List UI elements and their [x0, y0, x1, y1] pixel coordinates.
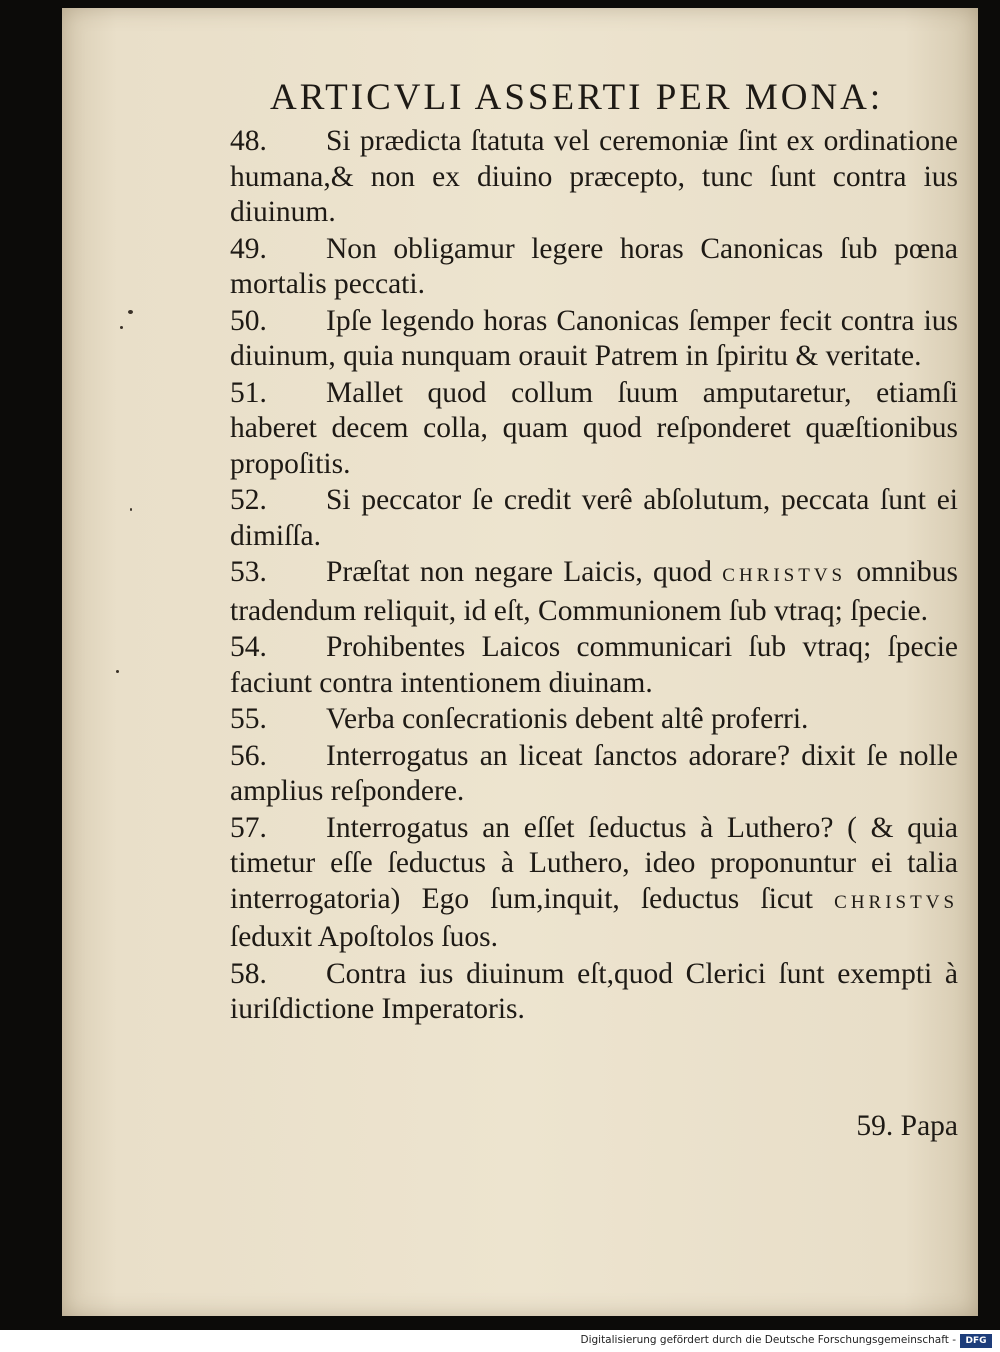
article-56	[230, 739, 958, 810]
article-text: ſeduxit Apoſtolos ſuos.	[230, 921, 498, 953]
article-49	[230, 232, 958, 303]
article-52	[230, 483, 958, 554]
article-text: Prohibentes Laicos communicari ſub vtraq; ſpecie faciunt contra intentionem diuinam.	[230, 631, 958, 699]
ink-speck	[130, 508, 132, 511]
article-number: 50.	[230, 304, 267, 337]
article-number: 53.	[230, 556, 267, 588]
article-text: Verba conſecrationis debent altê proferri.	[326, 703, 809, 735]
article-text: Non obligamur legere horas Canonicas ſub pœna mortalis peccati.	[230, 232, 958, 300]
article-58	[230, 957, 958, 1028]
catchword: 59. Papa	[856, 1110, 958, 1142]
article-number: 58.	[230, 957, 267, 990]
small-caps-name: CHRISTVS	[834, 891, 959, 913]
article-number: 49.	[230, 232, 267, 265]
article-53	[230, 555, 958, 629]
dfg-logo-icon: DFG	[960, 1334, 992, 1348]
article-57	[230, 811, 958, 956]
article-number: 52.	[230, 484, 267, 516]
dfg-credit-text: Digitalisierung gefördert durch die Deutsche Forschungsgemeinschaft -	[580, 1334, 956, 1346]
article-51	[230, 376, 958, 483]
article-text: Si prædicta ſtatuta vel ceremoniæ ſint ex ordinatione humana,& non ex diuino præcepto, tunc ſunt contra ius diuinum.	[230, 125, 958, 228]
article-text: omnibus tradendum reliquit, id eſt, Communionem ſub vtraq; ſpecie.	[230, 556, 959, 627]
article-55	[230, 702, 958, 738]
ink-speck	[116, 670, 119, 673]
article-number: 55.	[230, 703, 267, 735]
article-text: Præſtat non negare Laicis, quod	[326, 556, 712, 588]
article-text: Si peccator ſe credit verê abſolutum, peccata ſunt ei dimiſſa.	[230, 484, 958, 552]
article-text: Contra ius diuinum eſt,quod Clerici ſunt exempti à iuriſdictione Imperatoris.	[230, 957, 958, 1025]
small-caps-name: CHRISTVS	[722, 565, 847, 586]
article-54	[230, 630, 958, 701]
article-text: Ipſe legendo horas Canonicas ſemper fecit contra ius diuinum, quia nunquam orauit Patrem in ſpiritu & veritate.	[230, 304, 958, 372]
article-number: 48.	[230, 125, 267, 157]
article-number: 57.	[230, 811, 267, 844]
ink-speck	[128, 310, 133, 314]
ink-speck	[120, 326, 123, 329]
dfg-footer	[0, 1330, 1000, 1352]
running-head: ARTICVLI ASSERTI PER MONA:	[270, 77, 884, 118]
text-block	[230, 124, 958, 1029]
article-number: 56.	[230, 739, 267, 772]
article-number: 54.	[230, 631, 267, 663]
article-text: Mallet quod collum ſuum amputaretur, etiamſi haberet decem colla, quam quod reſponderet quæſtionibus propoſitis.	[230, 376, 958, 480]
article-text: Interrogatus an eſſet ſeductus à Luthero? ( & quia timetur eſſe ſeductus à Luthero, ideo proponuntur ei talia interrogatoria) Ego ſum,inquit, ſeductus ſicut	[230, 811, 958, 915]
article-50	[230, 304, 958, 375]
article-48	[230, 124, 958, 231]
article-text: Interrogatus an liceat ſanctos adorare? dixit ſe nolle amplius reſpondere.	[230, 739, 958, 807]
article-number: 51.	[230, 376, 267, 409]
